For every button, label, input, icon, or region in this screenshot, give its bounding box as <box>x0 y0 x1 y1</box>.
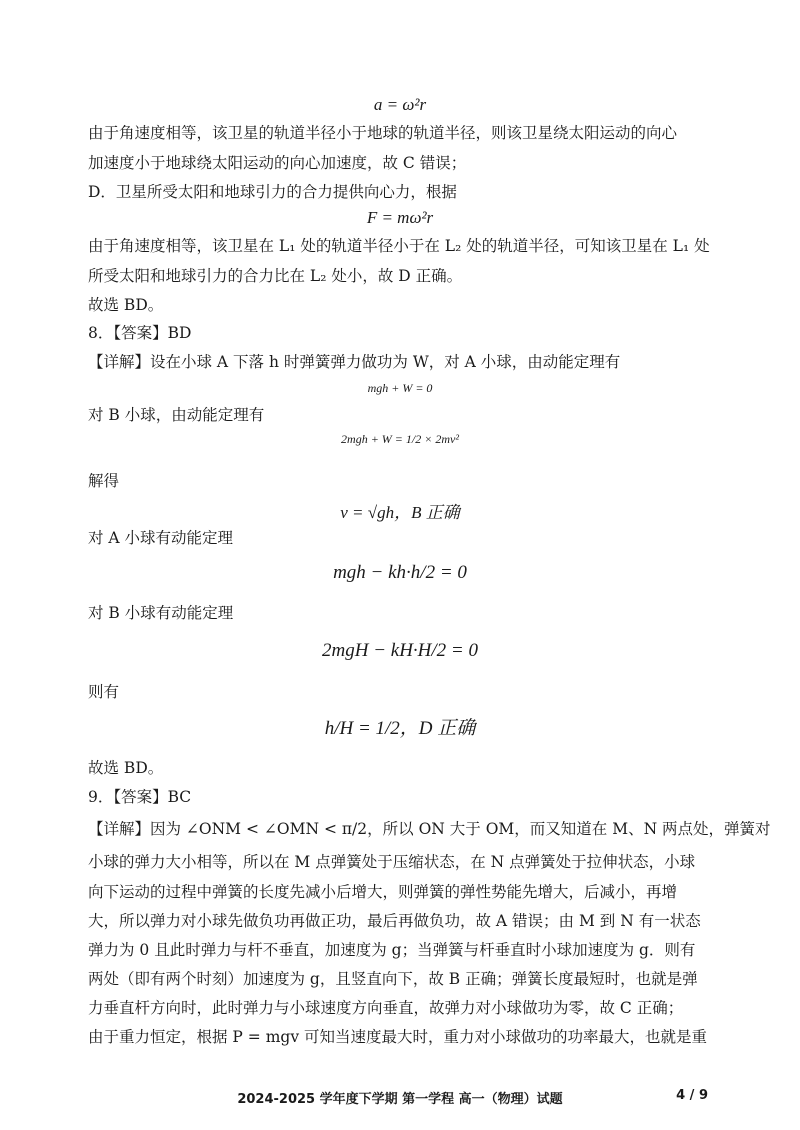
text-line: 由于角速度相等，该卫星在 L₁ 处的轨道半径小于在 L₂ 处的轨道半径，可知该卫星在 L₁ 处 <box>88 237 710 255</box>
equation-text: a = ω²r <box>373 95 427 114</box>
equation-centripetal-force <box>0 208 800 228</box>
text-line: 小球的弹力大小相等，所以在 M 点弹簧处于压缩状态，在 N 点弹簧处于拉伸状态，小球 <box>88 853 696 871</box>
equation-spring-b <box>0 640 800 662</box>
equation-text: h/H = 1/2，D 正确 <box>324 718 476 739</box>
equation-energy-b <box>0 432 800 447</box>
equation-energy-a <box>0 381 800 396</box>
text-line: 则有 <box>88 683 120 701</box>
text-line: 对 B 小球有动能定理 <box>88 604 234 622</box>
page-footer <box>0 1088 800 1110</box>
text-line: 力垂直杆方向时，此时弹力与小球速度方向垂直，故弹力对小球做功为零，故 C 正确； <box>88 999 684 1017</box>
footer-title: 2024-2025 学年度下学期 第一学程 高一（物理）试题 <box>237 1092 563 1107</box>
question-9-answer: 9．【答案】BC <box>88 788 192 806</box>
text-line: D．卫星所受太阳和地球引力的合力提供向心力，根据 <box>88 183 457 201</box>
equation-text: v = √gh，B 正确 <box>340 503 460 522</box>
question-9-detail: 【详解】因为 ∠ONM < ∠OMN < π/2，所以 ON 大于 OM，而又知道在 M、N 两点处，弹簧对 <box>88 820 771 838</box>
equation-ratio <box>0 713 800 740</box>
equation-centripetal-acceleration <box>0 95 800 115</box>
text-line: 弹力为 0 且此时弹力与杆不垂直，加速度为 g；当弹簧与杆垂直时小球加速度为 g．则有 <box>88 941 696 959</box>
text-line: 由于角速度相等，该卫星的轨道半径小于地球的轨道半径，则该卫星绕太阳运动的向心 <box>88 124 678 142</box>
equation-spring-a <box>0 562 800 584</box>
equation-text: mgh + W = 0 <box>367 381 433 395</box>
text-line: 大，所以弹力对小球先做负功再做正功，最后再做负功，故 A 错误；由 M 到 N 有一状态 <box>88 912 701 930</box>
equation-text: mgh − kh·h/2 = 0 <box>333 562 467 583</box>
text-line: 向下运动的过程中弹簧的长度先减小后增大，则弹簧的弹性势能先增大，后减小，再增 <box>88 883 678 901</box>
text-line: 由于重力恒定，根据 P = mgv 可知当速度最大时，重力对小球做功的功率最大，也就是重 <box>88 1028 708 1046</box>
page-number: 4 / 9 <box>676 1088 708 1103</box>
text-line: 故选 BD。 <box>88 759 164 777</box>
equation-text: F = mω²r <box>366 208 434 227</box>
question-8-detail: 【详解】设在小球 A 下落 h 时弹簧弹力做功为 W，对 A 小球，由动能定理有 <box>88 353 621 371</box>
question-8-answer: 8．【答案】BD <box>88 324 192 342</box>
text-line: 两处（即有两个时刻）加速度为 g，且竖直向下，故 B 正确；弹簧长度最短时，也就是弹 <box>88 970 698 988</box>
text-line: 所受太阳和地球引力的合力比在 L₂ 处小，故 D 正确。 <box>88 267 463 285</box>
text-line: 对 B 小球，由动能定理有 <box>88 406 265 424</box>
equation-text: 2mgH − kH·H/2 = 0 <box>322 640 478 661</box>
text-line: 故选 BD。 <box>88 296 164 314</box>
text-line: 加速度小于地球绕太阳运动的向心加速度，故 C 错误； <box>88 154 467 172</box>
text-line: 对 A 小球有动能定理 <box>88 529 234 547</box>
equation-text: 2mgh + W = 1/2 × 2mv² <box>341 432 459 446</box>
text-line: 解得 <box>88 472 120 490</box>
equation-velocity <box>0 498 800 523</box>
